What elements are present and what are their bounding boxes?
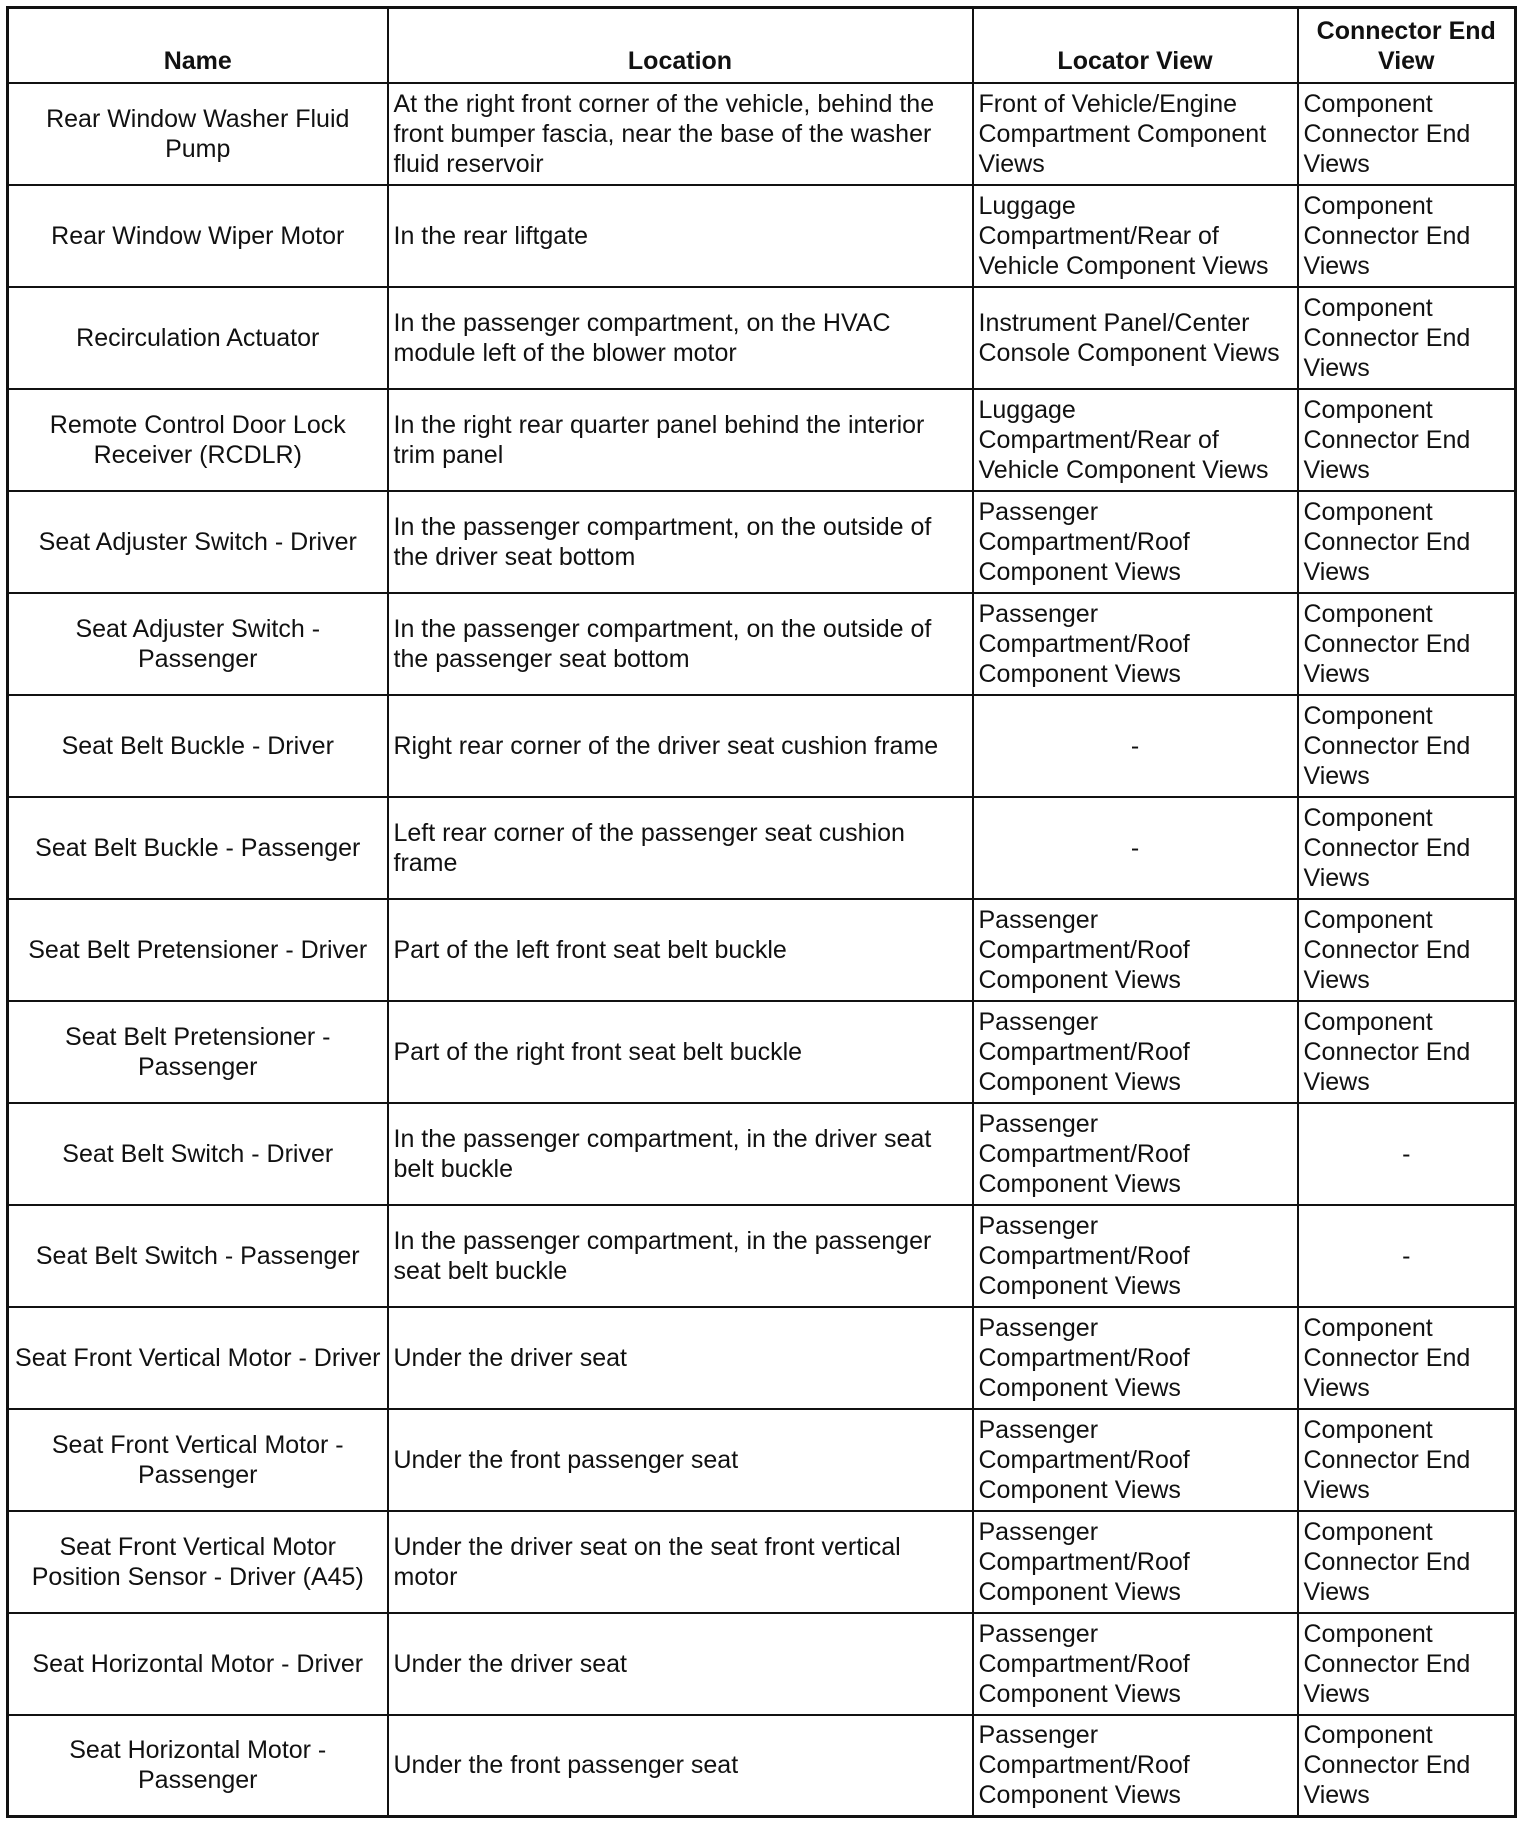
cell-connector-end-view: Component Connector End Views: [1298, 1409, 1516, 1511]
header-connector-end-view: Connector End View: [1298, 8, 1516, 83]
cell-connector-end-view: Component Connector End Views: [1298, 1307, 1516, 1409]
cell-location: At the right front corner of the vehicle, behind the front bumper fascia, near the base of the washer fluid reservoir: [388, 83, 973, 185]
cell-name: Seat Adjuster Switch - Driver: [8, 491, 388, 593]
cell-location: Part of the right front seat belt buckle: [388, 1001, 973, 1103]
cell-name: Seat Belt Buckle - Driver: [8, 695, 388, 797]
table-row: [8, 1511, 1516, 1613]
cell-connector-end-view: Component Connector End Views: [1298, 1001, 1516, 1103]
cell-name: Recirculation Actuator: [8, 287, 388, 389]
cell-name: Seat Horizontal Motor - Passenger: [8, 1715, 388, 1817]
cell-name: Remote Control Door Lock Receiver (RCDLR): [8, 389, 388, 491]
cell-name: Seat Belt Pretensioner - Passenger: [8, 1001, 388, 1103]
cell-location: Left rear corner of the passenger seat cushion frame: [388, 797, 973, 899]
table-row: [8, 593, 1516, 695]
cell-location: Under the front passenger seat: [388, 1715, 973, 1817]
cell-connector-end-view: Component Connector End Views: [1298, 1613, 1516, 1715]
cell-connector-end-view: Component Connector End Views: [1298, 899, 1516, 1001]
cell-locator-view: Passenger Compartment/Roof Component Views: [973, 1205, 1298, 1307]
cell-locator-view: Passenger Compartment/Roof Component Views: [973, 1715, 1298, 1817]
cell-connector-end-view: Component Connector End Views: [1298, 1715, 1516, 1817]
cell-connector-end-view: Component Connector End Views: [1298, 1511, 1516, 1613]
cell-connector-end-view: Component Connector End Views: [1298, 491, 1516, 593]
table-row: [8, 1205, 1516, 1307]
cell-connector-end-view: Component Connector End Views: [1298, 593, 1516, 695]
cell-name: Seat Front Vertical Motor - Passenger: [8, 1409, 388, 1511]
table-row: [8, 1103, 1516, 1205]
cell-location: Right rear corner of the driver seat cushion frame: [388, 695, 973, 797]
table-row: [8, 1001, 1516, 1103]
cell-location: Under the front passenger seat: [388, 1409, 973, 1511]
cell-name: Seat Belt Switch - Passenger: [8, 1205, 388, 1307]
cell-connector-end-view: Component Connector End Views: [1298, 389, 1516, 491]
cell-locator-view: -: [973, 797, 1298, 899]
table-row: [8, 491, 1516, 593]
cell-locator-view: Passenger Compartment/Roof Component Views: [973, 1409, 1298, 1511]
cell-locator-view: Passenger Compartment/Roof Component Views: [973, 593, 1298, 695]
cell-location: In the right rear quarter panel behind the interior trim panel: [388, 389, 973, 491]
cell-name: Rear Window Washer Fluid Pump: [8, 83, 388, 185]
header-name: Name: [8, 8, 388, 83]
table-row: [8, 797, 1516, 899]
table-row: [8, 1307, 1516, 1409]
cell-location: In the passenger compartment, on the outside of the driver seat bottom: [388, 491, 973, 593]
cell-location: In the passenger compartment, on the outside of the passenger seat bottom: [388, 593, 973, 695]
cell-connector-end-view: Component Connector End Views: [1298, 185, 1516, 287]
table-row: [8, 899, 1516, 1001]
cell-locator-view: Passenger Compartment/Roof Component Views: [973, 899, 1298, 1001]
cell-locator-view: Passenger Compartment/Roof Component Views: [973, 1103, 1298, 1205]
cell-connector-end-view: -: [1298, 1103, 1516, 1205]
cell-name: Rear Window Wiper Motor: [8, 185, 388, 287]
cell-connector-end-view: -: [1298, 1205, 1516, 1307]
table-body: [8, 83, 1516, 1817]
cell-locator-view: -: [973, 695, 1298, 797]
cell-locator-view: Luggage Compartment/Rear of Vehicle Component Views: [973, 389, 1298, 491]
cell-connector-end-view: Component Connector End Views: [1298, 287, 1516, 389]
cell-connector-end-view: Component Connector End Views: [1298, 695, 1516, 797]
header-row: [8, 8, 1516, 83]
cell-location: In the passenger compartment, in the passenger seat belt buckle: [388, 1205, 973, 1307]
cell-location: Part of the left front seat belt buckle: [388, 899, 973, 1001]
cell-location: In the passenger compartment, in the driver seat belt buckle: [388, 1103, 973, 1205]
cell-location: In the rear liftgate: [388, 185, 973, 287]
cell-name: Seat Belt Switch - Driver: [8, 1103, 388, 1205]
cell-locator-view: Front of Vehicle/Engine Compartment Component Views: [973, 83, 1298, 185]
cell-locator-view: Passenger Compartment/Roof Component Views: [973, 1307, 1298, 1409]
cell-connector-end-view: Component Connector End Views: [1298, 83, 1516, 185]
cell-locator-view: Passenger Compartment/Roof Component Views: [973, 1001, 1298, 1103]
cell-locator-view: Instrument Panel/Center Console Component Views: [973, 287, 1298, 389]
cell-name: Seat Belt Pretensioner - Driver: [8, 899, 388, 1001]
cell-connector-end-view: Component Connector End Views: [1298, 797, 1516, 899]
table-row: [8, 185, 1516, 287]
cell-locator-view: Luggage Compartment/Rear of Vehicle Component Views: [973, 185, 1298, 287]
table-row: [8, 1409, 1516, 1511]
cell-locator-view: Passenger Compartment/Roof Component Views: [973, 1511, 1298, 1613]
cell-location: Under the driver seat: [388, 1613, 973, 1715]
cell-locator-view: Passenger Compartment/Roof Component Views: [973, 1613, 1298, 1715]
table-row: [8, 1715, 1516, 1817]
table-row: [8, 287, 1516, 389]
cell-name: Seat Horizontal Motor - Driver: [8, 1613, 388, 1715]
table-row: [8, 1613, 1516, 1715]
header-locator-view: Locator View: [973, 8, 1298, 83]
table-row: [8, 695, 1516, 797]
component-locator-table: [6, 6, 1517, 1818]
header-location: Location: [388, 8, 973, 83]
table-row: [8, 389, 1516, 491]
cell-location: Under the driver seat on the seat front vertical motor: [388, 1511, 973, 1613]
cell-location: Under the driver seat: [388, 1307, 973, 1409]
table-row: [8, 83, 1516, 185]
cell-location: In the passenger compartment, on the HVAC module left of the blower motor: [388, 287, 973, 389]
cell-name: Seat Belt Buckle - Passenger: [8, 797, 388, 899]
cell-name: Seat Front Vertical Motor - Driver: [8, 1307, 388, 1409]
cell-name: Seat Adjuster Switch - Passenger: [8, 593, 388, 695]
cell-locator-view: Passenger Compartment/Roof Component Views: [973, 491, 1298, 593]
cell-name: Seat Front Vertical Motor Position Sensor - Driver (A45): [8, 1511, 388, 1613]
